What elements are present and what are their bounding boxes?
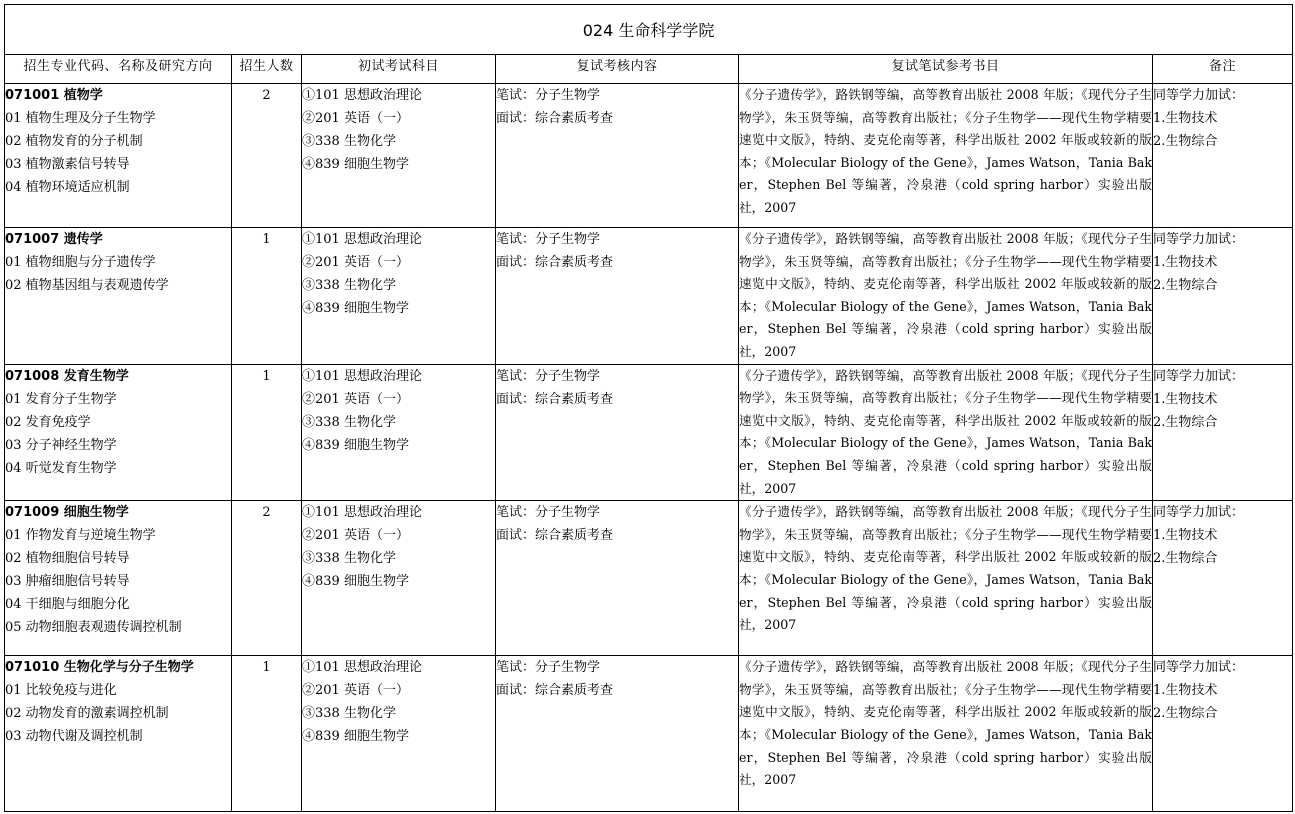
research-direction: 03 肿瘤细胞信号转导 (5, 574, 130, 590)
exam-subject: ①101 思想政治理论 (302, 232, 422, 247)
research-direction: 01 植物细胞与分子遗传学 (5, 255, 156, 270)
exam-subject: ③338 生物化学 (302, 134, 396, 149)
notes-cell (1153, 228, 1293, 365)
retest-item: 面试：综合素质考查 (496, 391, 614, 407)
major-cell (5, 84, 232, 228)
retest-content-cell (496, 364, 739, 501)
retest-item: 面试：综合素质考查 (496, 683, 614, 699)
exam-subject: ④839 细胞生物学 (302, 301, 409, 316)
reference-books-text: 《分子遗传学》，路铁钢等编，高等教育出版社 2008 年版；《现代分子生物学》，朱玉贤等编，高等教育出版社；《分子生物学——现代生物学精要速览中文版》，特纳、麦克伦南等著，科学出版社 2002 年版或较新的版本；《Molecular Biology of the Gene》，James Watson，Tania Baker，Stephen Bel 等编著，冷泉港（cold spring harbor）实验出版社，2007 (739, 504, 1152, 633)
research-direction: 02 植物发育的分子机制 (5, 134, 143, 149)
exam-subject: ①101 思想政治理论 (302, 505, 422, 521)
retest-content-cell (496, 501, 739, 656)
table-row (5, 364, 1293, 501)
major-name: 071010 生物化学与分子生物学 (5, 660, 194, 676)
research-direction: 04 听觉发育生物学 (5, 460, 117, 476)
retest-content-cell (496, 228, 739, 365)
note-line: 1.生物技术 (1153, 111, 1218, 126)
notes-cell (1153, 656, 1293, 812)
research-direction: 03 动物代谢及调控机制 (5, 729, 143, 745)
reference-books-cell (739, 364, 1153, 501)
exam-subject: ①101 思想政治理论 (302, 660, 422, 676)
research-direction: 04 植物环境适应机制 (5, 180, 130, 195)
note-line: 2.生物综合 (1153, 278, 1218, 293)
header-retest: 复试考核内容 (496, 55, 739, 84)
note-line: 1.生物技术 (1153, 683, 1218, 699)
enrollment-count: 1 (232, 364, 302, 501)
exam-subject: ②201 英语（一） (302, 255, 409, 270)
major-name: 071008 发育生物学 (5, 368, 129, 384)
major-cell (5, 656, 232, 812)
research-direction: 01 比较免疫与进化 (5, 683, 117, 699)
note-line: 1.生物技术 (1153, 391, 1218, 407)
research-direction: 03 植物激素信号转导 (5, 157, 130, 172)
note-line: 2.生物综合 (1153, 706, 1218, 722)
notes-cell (1153, 84, 1293, 228)
retest-item: 笔试：分子生物学 (496, 368, 601, 384)
reference-books-text: 《分子遗传学》，路铁钢等编，高等教育出版社 2008 年版；《现代分子生物学》，朱玉贤等编，高等教育出版社；《分子生物学——现代生物学精要速览中文版》，特纳、麦克伦南等著，科学出版社 2002 年版或较新的版本；《Molecular Biology of the Gene》，James Watson，Tania Baker，Stephen Bel 等编著，冷泉港（cold spring harbor）实验出版社，2007 (739, 659, 1152, 788)
header-major: 招生专业代码、名称及研究方向 (5, 55, 232, 84)
exam-subjects-cell (302, 364, 496, 501)
reference-books-cell (739, 84, 1153, 228)
exam-subjects-cell (302, 228, 496, 365)
exam-subject: ②201 英语（一） (302, 683, 409, 699)
header-count: 招生人数 (232, 55, 302, 84)
major-name: 071009 细胞生物学 (5, 505, 129, 521)
reference-books-text: 《分子遗传学》，路铁钢等编，高等教育出版社 2008 年版；《现代分子生物学》，朱玉贤等编，高等教育出版社；《分子生物学——现代生物学精要速览中文版》，特纳、麦克伦南等著，科学出版社 2002 年版或较新的版本；《Molecular Biology of the Gene》，James Watson，Tania Baker，Stephen Bel 等编著，冷泉港（cold spring harbor）实验出版社，2007 (739, 87, 1152, 215)
page-title: 024 生命科学学院 (5, 5, 1293, 55)
exam-subject: ③338 生物化学 (302, 414, 396, 430)
research-direction: 01 发育分子生物学 (5, 391, 117, 407)
research-direction: 01 作物发育与逆境生物学 (5, 528, 156, 544)
retest-item: 笔试：分子生物学 (496, 232, 601, 247)
research-direction: 01 植物生理及分子生物学 (5, 111, 156, 126)
reference-books-cell (739, 501, 1153, 656)
note-line: 2.生物综合 (1153, 134, 1218, 149)
major-cell (5, 228, 232, 365)
exam-subject: ④839 细胞生物学 (302, 729, 409, 745)
major-cell (5, 501, 232, 656)
note-line: 同等学力加试： (1153, 368, 1245, 384)
exam-subject: ④839 细胞生物学 (302, 437, 409, 453)
exam-subjects-cell (302, 84, 496, 228)
major-name: 071001 植物学 (5, 88, 103, 103)
reference-books-cell (739, 228, 1153, 365)
major-name: 071007 遗传学 (5, 232, 103, 247)
header-row (5, 55, 1293, 84)
retest-content-cell (496, 656, 739, 812)
note-line: 1.生物技术 (1153, 255, 1218, 270)
exam-subject: ②201 英语（一） (302, 391, 409, 407)
research-direction: 04 干细胞与细胞分化 (5, 597, 130, 613)
table-row (5, 228, 1293, 365)
reference-books-text: 《分子遗传学》，路铁钢等编，高等教育出版社 2008 年版；《现代分子生物学》，朱玉贤等编，高等教育出版社；《分子生物学——现代生物学精要速览中文版》，特纳、麦克伦南等著，科学出版社 2002 年版或较新的版本；《Molecular Biology of the Gene》，James Watson，Tania Baker，Stephen Bel 等编著，冷泉港（cold spring harbor）实验出版社，2007 (739, 231, 1152, 359)
note-line: 1.生物技术 (1153, 528, 1218, 544)
reference-books-cell (739, 656, 1153, 812)
exam-subject: ③338 生物化学 (302, 551, 396, 567)
research-direction: 02 发育免疫学 (5, 414, 91, 430)
research-direction: 05 动物细胞表观遗传调控机制 (5, 620, 182, 636)
exam-subjects-cell (302, 501, 496, 656)
table-row (5, 84, 1293, 228)
exam-subject: ④839 细胞生物学 (302, 574, 409, 590)
enrollment-count: 1 (232, 656, 302, 812)
retest-item: 面试：综合素质考查 (496, 528, 614, 544)
exam-subject: ④839 细胞生物学 (302, 157, 409, 172)
retest-content-cell (496, 84, 739, 228)
major-cell (5, 364, 232, 501)
exam-subject: ②201 英语（一） (302, 528, 409, 544)
research-direction: 02 动物发育的激素调控机制 (5, 706, 169, 722)
enrollment-count: 2 (232, 501, 302, 656)
header-notes: 备注 (1153, 55, 1293, 84)
table-row (5, 656, 1293, 812)
retest-item: 笔试：分子生物学 (496, 505, 601, 521)
retest-item: 面试：综合素质考查 (496, 111, 614, 126)
table-row (5, 501, 1293, 656)
note-line: 同等学力加试： (1153, 232, 1245, 247)
exam-subject: ①101 思想政治理论 (302, 88, 422, 103)
enrollment-count: 2 (232, 84, 302, 228)
exam-subjects-cell (302, 656, 496, 812)
reference-books-text: 《分子遗传学》，路铁钢等编，高等教育出版社 2008 年版；《现代分子生物学》，朱玉贤等编，高等教育出版社；《分子生物学——现代生物学精要速览中文版》，特纳、麦克伦南等著，科学出版社 2002 年版或较新的版本；《Molecular Biology of the Gene》，James Watson，Tania Baker，Stephen Bel 等编著，冷泉港（cold spring harbor）实验出版社，2007 (739, 367, 1152, 496)
retest-item: 笔试：分子生物学 (496, 88, 601, 103)
exam-subject: ③338 生物化学 (302, 278, 396, 293)
header-books: 复试笔试参考书目 (739, 55, 1153, 84)
note-line: 2.生物综合 (1153, 414, 1218, 430)
admissions-table (4, 4, 1293, 812)
retest-item: 笔试：分子生物学 (496, 660, 601, 676)
retest-item: 面试：综合素质考查 (496, 255, 614, 270)
exam-subject: ②201 英语（一） (302, 111, 409, 126)
note-line: 同等学力加试： (1153, 660, 1245, 676)
header-exam: 初试考试科目 (302, 55, 496, 84)
enrollment-count: 1 (232, 228, 302, 365)
research-direction: 02 植物细胞信号转导 (5, 551, 130, 567)
notes-cell (1153, 364, 1293, 501)
exam-subject: ③338 生物化学 (302, 706, 396, 722)
research-direction: 02 植物基因组与表观遗传学 (5, 278, 169, 293)
notes-cell (1153, 501, 1293, 656)
note-line: 同等学力加试： (1153, 505, 1245, 521)
note-line: 同等学力加试： (1153, 88, 1245, 103)
exam-subject: ①101 思想政治理论 (302, 368, 422, 384)
note-line: 2.生物综合 (1153, 551, 1218, 567)
research-direction: 03 分子神经生物学 (5, 437, 117, 453)
